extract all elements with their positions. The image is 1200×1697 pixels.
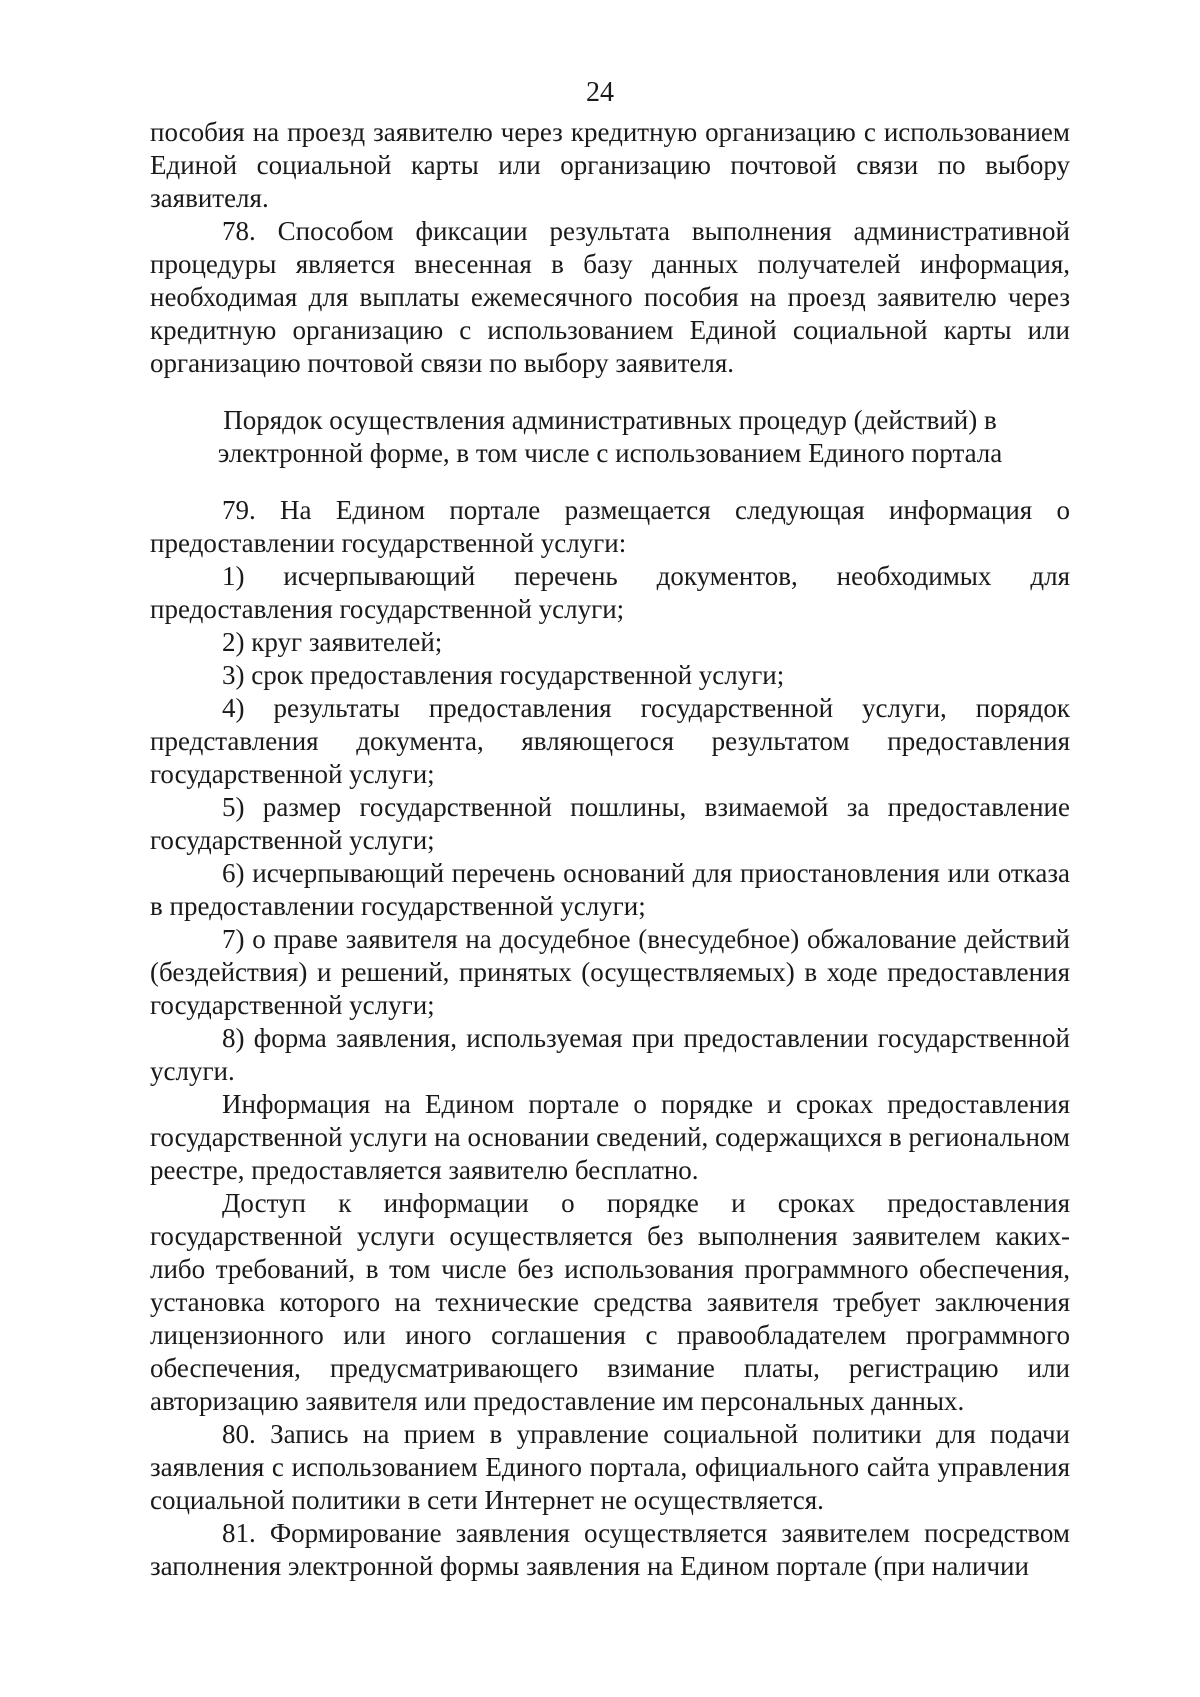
list-item-3: 3) срок предоставления государственной услуги; <box>222 660 785 690</box>
document-body <box>150 116 1070 1583</box>
section-heading-line-2: электронной форме, в том числе с использованием Единого портала <box>217 438 1003 468</box>
paragraph-79: 79. На Едином портале размещается следующая информация о предоставлении государственной услуги: <box>150 495 1070 558</box>
list-item-5: 5) размер государственной пошлины, взимаемой за предоставление государственной услуги; <box>150 792 1070 855</box>
list-item-8: 8) форма заявления, используемая при предоставлении государственной услуги. <box>150 1023 1070 1086</box>
paragraph-80: 80. Запись на прием в управление социальной политики для подачи заявления с использованием Единого портала, официального сайта управления социальной политики в сети Интернет не осуществляется. <box>150 1419 1070 1515</box>
paragraph-continuation: пособия на проезд заявителю через кредитную организацию с использованием Единой социальной карты или организацию почтовой связи по выбору заявителя. <box>150 117 1070 213</box>
page-number: 24 <box>586 77 614 108</box>
paragraph-81: 81. Формирование заявления осуществляется заявителем посредством заполнения электронной формы заявления на Едином портале (при наличии <box>150 1518 1070 1581</box>
list-item-6: 6) исчерпывающий перечень оснований для приостановления или отказа в предоставлении государственной услуги; <box>150 858 1070 921</box>
paragraph-info-free: Информация на Едином портале о порядке и сроках предоставления государственной услуги на основании сведений, содержащихся в региональном реестре, предоставляется заявителю бесплатно. <box>150 1089 1070 1185</box>
section-heading <box>150 404 1070 470</box>
list-item-7: 7) о праве заявителя на досудебное (внесудебное) обжалование действий (бездействия) и решений, принятых (осуществляемых) в ходе предоставления государственной услуги; <box>150 924 1070 1020</box>
paragraph-access: Доступ к информации о порядке и сроках предоставления государственной услуги осуществляется без выполнения заявителем каких-либо требований, в том числе без использования программного обеспечения, установка которого на технические средства заявителя требует заключения лицензионного или иного соглашения с правообладателем программного обеспечения, предусматривающего взимание платы, регистрацию или авторизацию заявителя или предоставление им персональных данных. <box>150 1188 1070 1416</box>
list-item-4: 4) результаты предоставления государственной услуги, порядок представления документа, являющегося результатом предоставления государственной услуги; <box>150 693 1070 789</box>
list-item-1: 1) исчерпывающий перечень документов, необходимых для предоставления государственной услуги; <box>150 561 1070 624</box>
list-item-2: 2) круг заявителей; <box>222 627 443 657</box>
paragraph-78: 78. Способом фиксации результата выполнения административной процедуры является внесенная в базу данных получателей информация, необходимая для выплаты ежемесячного пособия на проезд заявителю через кредитную организацию с использованием Единой социальной карты или организацию почтовой связи по выбору заявителя. <box>150 216 1070 378</box>
section-heading-line-1: Порядок осуществления административных процедур (действий) в <box>223 405 997 435</box>
